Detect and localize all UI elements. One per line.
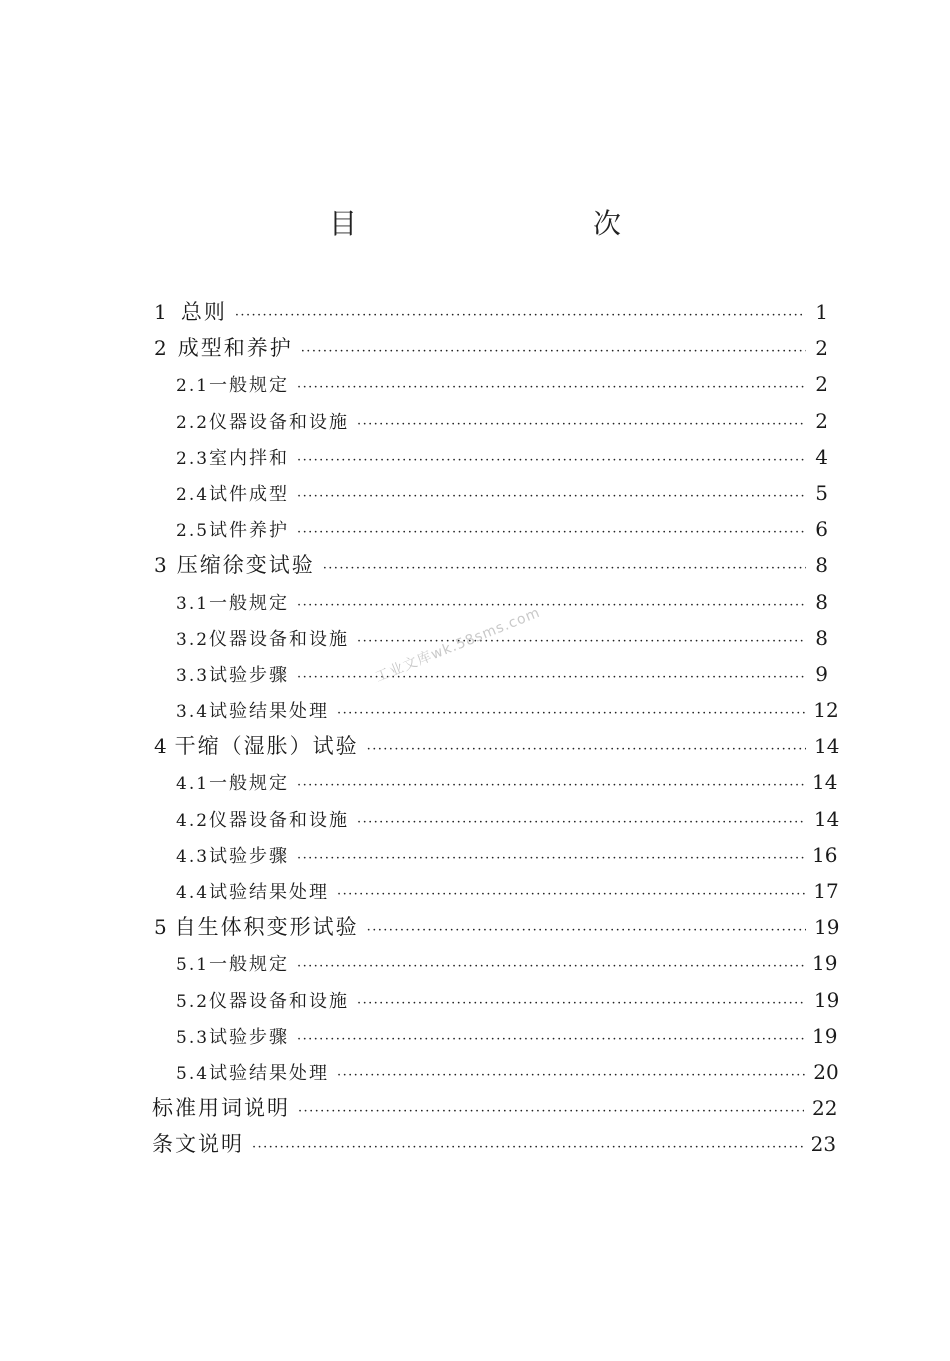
toc-entry[interactable] xyxy=(150,584,828,620)
toc-entry-page: 2 xyxy=(815,408,828,433)
toc-entry[interactable] xyxy=(150,764,838,800)
toc-entry-title: 试验结果处理 xyxy=(209,701,330,723)
toc-entry-number: 3.3 xyxy=(176,665,210,686)
toc-entry-number: 5.1 xyxy=(176,955,210,976)
dot-leader xyxy=(297,660,806,696)
toc-entry-page: 19 xyxy=(813,987,840,1012)
toc-entry-number: 5.2 xyxy=(176,991,210,1012)
toc-entry-title: 试验结果处理 xyxy=(209,882,330,903)
toc-entry[interactable] xyxy=(150,1090,838,1126)
dot-leader xyxy=(297,588,806,624)
toc-entry-page: 8 xyxy=(815,553,828,578)
toc-entry[interactable] xyxy=(150,366,828,402)
toc-entry-page: 5 xyxy=(815,480,828,505)
toc-entry-page: 14 xyxy=(812,770,838,795)
toc-entry-page: 4 xyxy=(815,444,828,469)
toc-entry-title: 试验步骤 xyxy=(209,845,290,867)
toc-entry-page: 8 xyxy=(815,625,828,650)
toc-entry-page: 2 xyxy=(815,336,828,361)
watermark: 工业文库wk.58sms.com xyxy=(373,604,543,686)
toc-entry-title: 条文说明 xyxy=(152,1132,244,1157)
toc-entry-page: 17 xyxy=(813,879,839,903)
toc-entry-title: 试件养护 xyxy=(209,520,290,542)
toc-entry[interactable] xyxy=(150,1018,838,1054)
toc-entry-title: 一般规定 xyxy=(209,773,290,795)
toc-entry[interactable] xyxy=(150,982,840,1018)
toc-entry-page: 20 xyxy=(813,1059,839,1084)
toc-entry-page: 2 xyxy=(815,372,828,397)
toc-entry[interactable] xyxy=(150,728,840,764)
toc-entry-number: 2.4 xyxy=(176,484,210,505)
toc-entry-title: 试验结果处理 xyxy=(209,1062,330,1084)
toc-entry-title: 一般规定 xyxy=(209,375,290,397)
toc-entry-number: 3 xyxy=(154,553,167,578)
toc-entry-title: 一般规定 xyxy=(209,592,290,614)
toc-entry-title: 干缩（湿胀）试验 xyxy=(174,734,359,759)
toc-entry-page: 14 xyxy=(814,734,840,759)
dot-leader xyxy=(297,443,806,479)
dot-leader xyxy=(297,841,804,877)
toc-entry[interactable] xyxy=(150,837,838,873)
dot-leader xyxy=(301,334,806,370)
toc-entry-number: 2 xyxy=(154,336,167,361)
toc-entry-title: 自生体积变形试验 xyxy=(174,915,359,940)
page-title: 目 次 xyxy=(328,207,681,240)
toc-entry[interactable] xyxy=(150,692,839,728)
toc-entry-title: 一般规定 xyxy=(209,954,290,976)
toc-entry[interactable] xyxy=(150,873,839,909)
toc-entry-title: 试验步骤 xyxy=(209,664,290,686)
table-of-contents xyxy=(150,294,840,1163)
dot-leader xyxy=(367,732,806,768)
dot-leader xyxy=(337,696,805,732)
toc-entry-title: 仪器设备和设施 xyxy=(209,809,350,831)
dot-leader xyxy=(235,298,806,334)
toc-entry[interactable] xyxy=(150,475,828,511)
toc-entry-page: 19 xyxy=(812,1023,838,1048)
toc-entry-number: 4 xyxy=(154,734,167,759)
dot-leader xyxy=(297,949,804,985)
toc-entry[interactable] xyxy=(150,1126,837,1162)
dot-leader xyxy=(357,986,806,1022)
toc-entry[interactable] xyxy=(150,909,840,945)
toc-entry-title: 仪器设备和设施 xyxy=(209,628,350,650)
toc-entry-number: 4.1 xyxy=(176,774,210,795)
toc-entry-title: 室内拌和 xyxy=(209,447,290,469)
toc-entry[interactable] xyxy=(150,656,828,692)
toc-entry-title: 试件成型 xyxy=(209,483,290,505)
toc-entry[interactable] xyxy=(150,801,840,837)
dot-leader xyxy=(337,1058,805,1094)
toc-entry-number: 3.2 xyxy=(176,629,210,650)
toc-entry-title: 总则 xyxy=(180,300,227,324)
toc-entry[interactable] xyxy=(150,945,838,981)
toc-entry-number: 4.4 xyxy=(176,883,210,903)
toc-entry-number: 3.1 xyxy=(176,593,210,614)
toc-entry[interactable] xyxy=(150,547,828,583)
dot-leader xyxy=(298,1094,804,1130)
toc-entry-title: 压缩徐变试验 xyxy=(176,553,315,578)
toc-entry-number: 5 xyxy=(154,915,167,940)
toc-entry-page: 22 xyxy=(812,1096,838,1121)
toc-entry-number: 5.3 xyxy=(176,1027,210,1048)
dot-leader xyxy=(297,768,804,804)
toc-entry[interactable] xyxy=(150,403,828,439)
dot-leader xyxy=(323,551,806,587)
toc-entry-page: 1 xyxy=(815,300,828,324)
dot-leader xyxy=(297,515,806,551)
toc-entry[interactable] xyxy=(150,294,828,330)
toc-entry-page: 19 xyxy=(812,951,838,976)
toc-entry-page: 16 xyxy=(812,842,838,867)
dot-leader xyxy=(357,805,806,841)
toc-entry[interactable] xyxy=(150,511,828,547)
toc-entry-number: 2.1 xyxy=(176,376,210,397)
toc-entry-page: 23 xyxy=(810,1132,837,1157)
toc-entry-number: 4.3 xyxy=(176,846,210,867)
toc-entry[interactable] xyxy=(150,439,828,475)
toc-entry-page: 8 xyxy=(815,589,828,614)
dot-leader xyxy=(297,479,806,515)
toc-entry[interactable] xyxy=(150,330,828,366)
toc-entry-title: 仪器设备和设施 xyxy=(209,990,350,1012)
toc-entry-number: 2.3 xyxy=(176,448,210,469)
toc-entry-number: 2.5 xyxy=(176,521,210,542)
toc-entry-number: 5.4 xyxy=(176,1063,210,1084)
toc-entry-page: 14 xyxy=(813,806,840,831)
toc-entry-number: 2.2 xyxy=(176,412,210,433)
toc-entry-number: 3.4 xyxy=(176,702,210,723)
toc-entry-page: 12 xyxy=(813,698,839,723)
toc-entry-title: 标准用词说明 xyxy=(152,1096,290,1121)
dot-leader xyxy=(297,370,806,406)
toc-entry-page: 19 xyxy=(814,915,840,940)
toc-entry-title: 仪器设备和设施 xyxy=(209,411,350,433)
toc-entry-page: 6 xyxy=(815,517,828,542)
toc-entry-number: 1 xyxy=(154,300,167,324)
toc-entry-title: 成型和养护 xyxy=(177,336,293,361)
toc-entry[interactable] xyxy=(150,1054,839,1090)
dot-leader xyxy=(357,407,806,443)
dot-leader xyxy=(367,913,806,949)
toc-entry-number: 4.2 xyxy=(176,810,210,831)
toc-entry-page: 9 xyxy=(815,661,828,686)
dot-leader xyxy=(252,1130,803,1166)
dot-leader xyxy=(337,877,805,913)
toc-entry-title: 试验步骤 xyxy=(209,1026,290,1048)
dot-leader xyxy=(297,1022,804,1058)
